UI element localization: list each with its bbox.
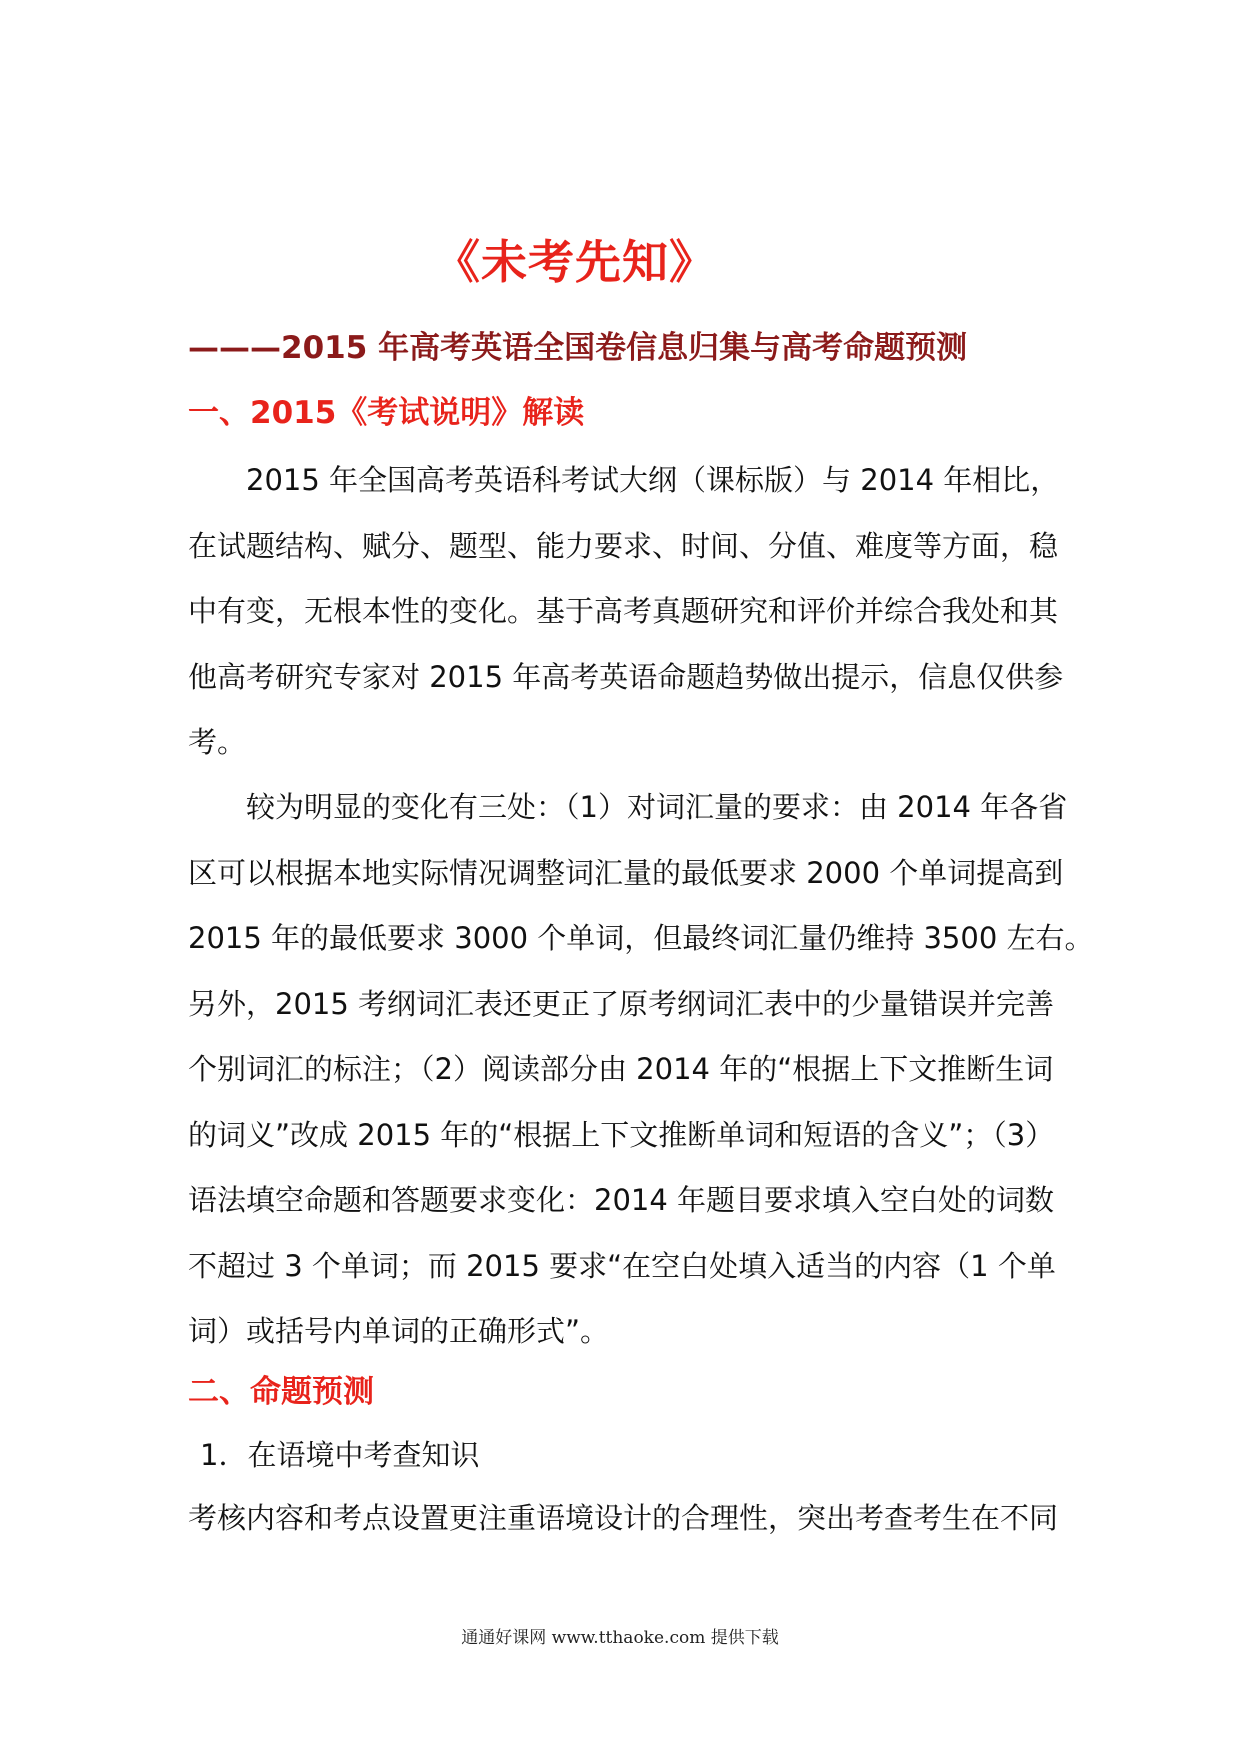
paragraph-line: 考。	[188, 725, 247, 759]
paragraph-line: 在试题结构、赋分、题型、能力要求、时间、分值、难度等方面，稳	[188, 528, 1059, 563]
paragraph-line: 区可以根据本地实际情况调整词汇量的最低要求 2000 个单词提高到	[188, 855, 1064, 890]
document-title: 《未考先知》	[434, 235, 716, 289]
section-2-item-1-text: 考核内容和考点设置更注重语境设计的合理性，突出考查考生在不同	[188, 1501, 1059, 1535]
section-2-item-1-heading: 1．在语境中考查知识	[200, 1438, 480, 1472]
document-subtitle: ———2015 年高考英语全国卷信息归集与高考命题预测	[188, 330, 968, 366]
paragraph-line: 词）或括号内单词的正确形式”。	[188, 1314, 610, 1348]
paragraph-line: 2015 年的最低要求 3000 个单词，但最终词汇量仍维持 3500 左右。	[188, 921, 1094, 955]
paragraph-line: 语法填空命题和答题要求变化：2014 年题目要求填入空白处的词数	[188, 1183, 1055, 1217]
paragraph-line: 个别词汇的标注；（2）阅读部分由 2014 年的“根据上下文推断生词	[188, 1052, 1054, 1086]
paragraph-line: 的词义”改成 2015 年的“根据上下文推断单词和短语的含义”；（3）	[188, 1117, 1055, 1152]
paragraph-line: 不超过 3 个单词；而 2015 要求“在空白处填入适当的内容（1 个单	[188, 1248, 1056, 1283]
paragraph-line: 另外，2015 考纲词汇表还更正了原考纲词汇表中的少量错误并完善	[188, 986, 1055, 1021]
section-2-heading: 二、命题预测	[188, 1374, 374, 1410]
paragraph-line: 中有变，无根本性的变化。基于高考真题研究和评价并综合我处和其	[188, 594, 1059, 628]
section-1-paragraph-1	[188, 448, 1064, 776]
section-1-heading: 一、2015《考试说明》解读	[188, 395, 585, 431]
section-1-paragraph-2	[188, 775, 1094, 1365]
paragraph-line: 他高考研究专家对 2015 年高考英语命题趋势做出提示，信息仅供参	[188, 659, 1064, 694]
page-footer: 通通好课网 www.tthaoke.com 提供下载	[461, 1628, 779, 1648]
paragraph-line: 较为明显的变化有三处：（1）对词汇量的要求：由 2014 年各省	[188, 790, 1068, 824]
paragraph-line: 2015 年全国高考英语科考试大纲（课标版）与 2014 年相比，	[188, 463, 1060, 497]
